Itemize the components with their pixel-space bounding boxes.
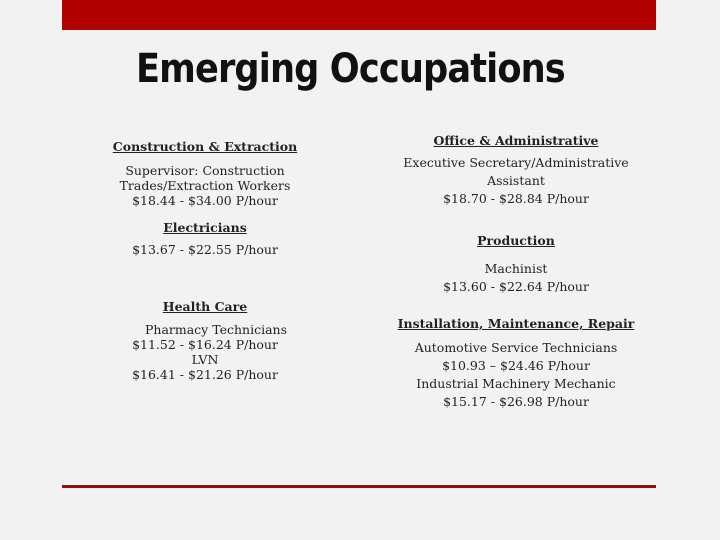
production-heading: Production (477, 233, 555, 248)
installation-line: Industrial Machinery Mechanic (416, 376, 616, 391)
office-line: Executive Secretary/Administrative (403, 155, 629, 170)
construction-section (110, 139, 300, 208)
office-wage: $18.70 - $28.84 P/hour (443, 191, 589, 206)
electricians-heading: Electricians (163, 220, 247, 235)
slide-title: Emerging Occupations (136, 46, 565, 92)
bottom-accent-line (62, 485, 656, 488)
installation-line: $15.17 - $26.98 P/hour (443, 394, 589, 409)
installation-heading: Installation, Maintenance, Repair (397, 316, 635, 331)
health-line: Pharmacy Technicians (144, 322, 287, 337)
construction-line: Trades/Extraction Workers (119, 178, 291, 193)
construction-wage: $18.44 - $34.00 P/hour (132, 193, 278, 208)
office-section (396, 133, 636, 208)
electricians-section (110, 220, 300, 257)
health-heading: Health Care (162, 299, 248, 314)
office-line: Assistant (487, 173, 545, 188)
health-section (110, 299, 300, 382)
health-line: $16.41 - $21.26 P/hour (132, 367, 278, 382)
installation-section (396, 316, 636, 411)
health-line: $11.52 - $16.24 P/hour (132, 337, 278, 352)
installation-line: $10.93 – $24.46 P/hour (442, 358, 590, 373)
top-accent-bar (62, 0, 656, 30)
health-line: LVN (191, 352, 219, 367)
office-heading: Office & Administrative (433, 133, 599, 148)
installation-line: Automotive Service Technicians (414, 340, 618, 355)
electricians-wage: $13.67 - $22.55 P/hour (132, 242, 278, 257)
production-wage: $13.60 - $22.64 P/hour (443, 279, 589, 294)
production-line: Machinist (484, 261, 548, 276)
production-section (396, 233, 636, 296)
construction-heading: Construction & Extraction (112, 139, 298, 154)
construction-line: Supervisor: Construction (125, 163, 285, 178)
